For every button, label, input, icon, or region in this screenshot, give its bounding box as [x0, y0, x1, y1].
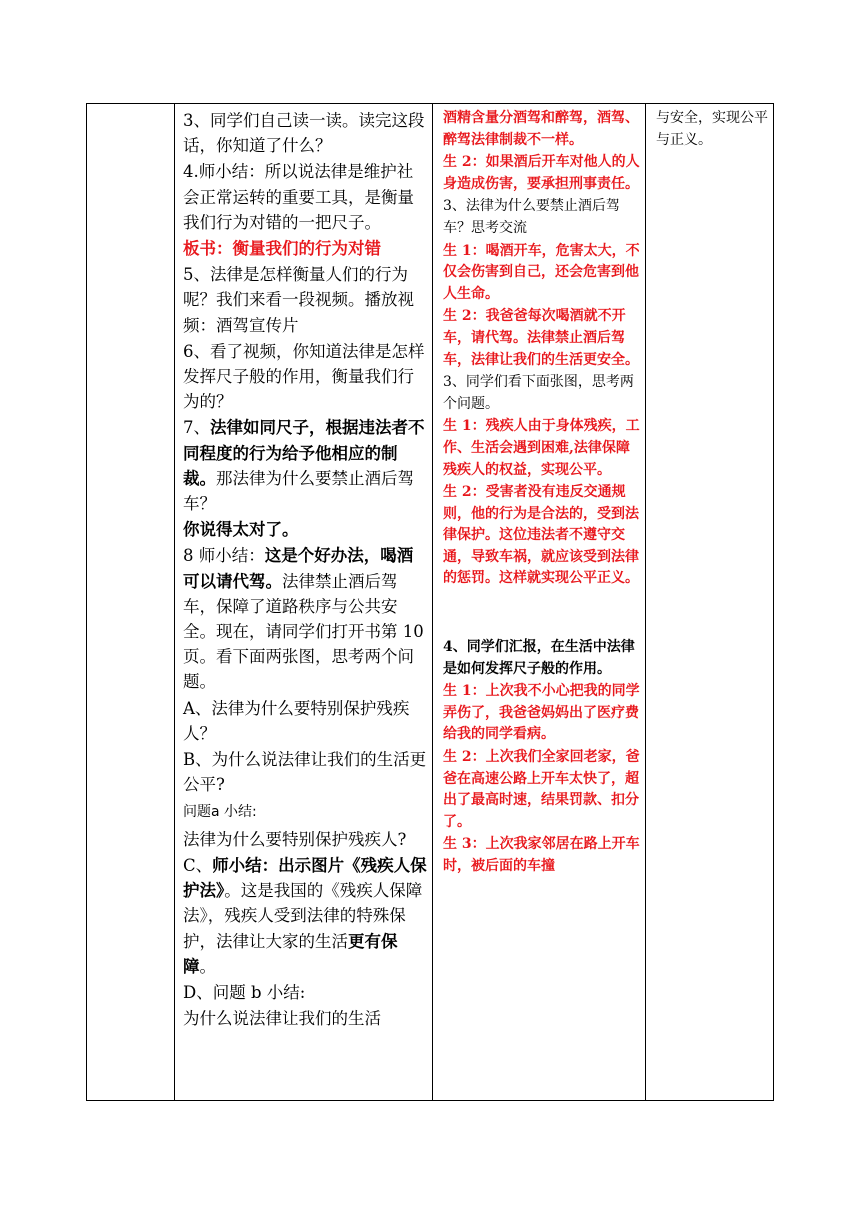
text-run: 问题a 小结: [183, 804, 257, 821]
teacher-paragraph [183, 517, 427, 542]
student-paragraph [443, 108, 642, 151]
teacher-paragraph [183, 415, 427, 516]
text-run: 生 3：上次我家邻居在路上开车时，被后面的车撞 [443, 836, 640, 874]
text-run: 生 1：上次我不小心把我的同学弄伤了，我爸爸妈妈出了医疗费给我的同学看病。 [443, 683, 640, 743]
text-run: 这是个好办法，喝酒可以请代驾。 [183, 546, 414, 591]
text-run: 4.师小结：所以说法律是维护社会正常运转的重要工具，是衡量我们行为对错的一把尺子。 [183, 162, 414, 232]
student-paragraph [443, 241, 642, 306]
student-paragraph [443, 637, 642, 680]
text-run: 3、同学们自己读一读。读完这段话，你知道了什么？ [183, 111, 425, 156]
blank-space [443, 591, 642, 637]
teacher-paragraph [183, 747, 427, 797]
text-run: 生 2：受害者没有违反交通规则，他的行为是合法的，受到法律保护。这位违法者不遵守交通，导致车祸，就应该受到法律的惩罚。这样就实现公平正义。 [443, 484, 639, 587]
student-paragraph [443, 372, 642, 415]
text-run: 生 2：我爸爸每次喝酒就不开车，请代驾。法律禁止酒后驾车，法律让我们的生活更安全。 [443, 308, 639, 368]
text-run: 法律禁止酒后驾车，保障了道路秩序与公共安全。现在，请同学们打开书第 10 页。看下面两张图，思考两个问题。 [183, 571, 424, 692]
teacher-paragraph [183, 236, 427, 261]
text-run: 。这是我国的《残疾人保障法》，残疾人受到法律的特殊保护，法律让大家的生活 [183, 881, 423, 951]
text-run: 生 1：喝酒开车，危害太大，不仅会伤害到自己，还会危害到他人生命。 [443, 242, 640, 302]
teacher-paragraph [183, 798, 427, 825]
text-run: 生 2：上次我们全家回老家，爸爸在高速公路上开车太快了，超出了最高时速，结果罚款、扣分了。 [443, 749, 640, 830]
text-run: 3、法律为什么要禁止酒后驾车？思考交流 [443, 198, 620, 236]
text-run: 法律为什么要特别保护残疾人? [183, 829, 407, 849]
teacher-paragraph [183, 159, 427, 235]
student-paragraph [443, 834, 642, 877]
student-paragraph [443, 306, 642, 371]
student-paragraph [443, 196, 642, 239]
student-paragraph [443, 747, 642, 833]
teacher-paragraph [183, 543, 427, 694]
teacher-paragraph [183, 827, 427, 852]
text-run: C、 [183, 855, 213, 875]
text-run: D、问题 b 小结: [183, 982, 306, 1002]
student-paragraph [443, 482, 642, 590]
teacher-paragraph [183, 339, 427, 415]
text-run: B、为什么说法律让我们的生活更公平? [183, 750, 427, 795]
student-paragraph [443, 681, 642, 746]
student-paragraph [443, 152, 642, 195]
text-run: 更有保障 [183, 931, 398, 976]
text-run: 5、法律是怎样衡量人们的行为呢？我们来看一段视频。播放视频：酒驾宣传片 [183, 265, 414, 335]
teacher-paragraph [183, 1006, 427, 1031]
text-run: 生 2：如果酒后开车对他人的人身造成伤害，要承担刑事责任。 [443, 154, 640, 192]
text-run: 法律如同尺子，根据违法者不同程度的行为给予他相应的制裁。 [183, 418, 425, 488]
lesson-plan-table [86, 103, 774, 1101]
teacher-paragraph [183, 980, 427, 1005]
design-intent-column [646, 104, 775, 152]
text-run: 生 1：残疾人由于身体残疾，工作、生活会遇到困难,法律保障残疾人的权益，实现公平。 [443, 418, 640, 478]
teacher-activity-column [175, 104, 433, 1032]
text-run: 与安全，实现公平与正义。 [656, 110, 768, 148]
text-run: 6、看了视频，你知道法律是怎样发挥尺子般的作用，衡量我们行为的？ [183, 341, 425, 412]
text-run: 你说得太对了。 [183, 520, 299, 540]
text-run: 板书：衡量我们的行为对错 [183, 239, 381, 259]
text-run: 那法律为什么要禁止酒后驾车？ [183, 468, 414, 514]
text-run: 为什么说法律让我们的生活 [183, 1009, 381, 1029]
student-activity-column [433, 104, 646, 879]
teacher-paragraph [183, 108, 427, 158]
text-run: 。 [199, 956, 216, 976]
text-run: 7、 [183, 418, 210, 438]
teacher-paragraph [183, 262, 427, 338]
teacher-paragraph [183, 696, 427, 746]
text-run: A、法律为什么要特别保护残疾人？ [183, 698, 410, 743]
intent-paragraph [656, 108, 771, 151]
text-run: 师小结：出示图片《残疾人保护法》 [183, 855, 427, 901]
text-run: 8 师小结： [183, 546, 265, 566]
teacher-paragraph [183, 853, 427, 979]
text-run: 4、同学们汇报，在生活中法律是如何发挥尺子般的作用。 [443, 639, 635, 677]
student-paragraph [443, 416, 642, 481]
text-run: 3、同学们看下面张图，思考两个问题。 [443, 374, 634, 412]
text-run: 酒精含量分酒驾和醉驾，酒驾、醉驾法律制裁不一样。 [443, 110, 639, 148]
